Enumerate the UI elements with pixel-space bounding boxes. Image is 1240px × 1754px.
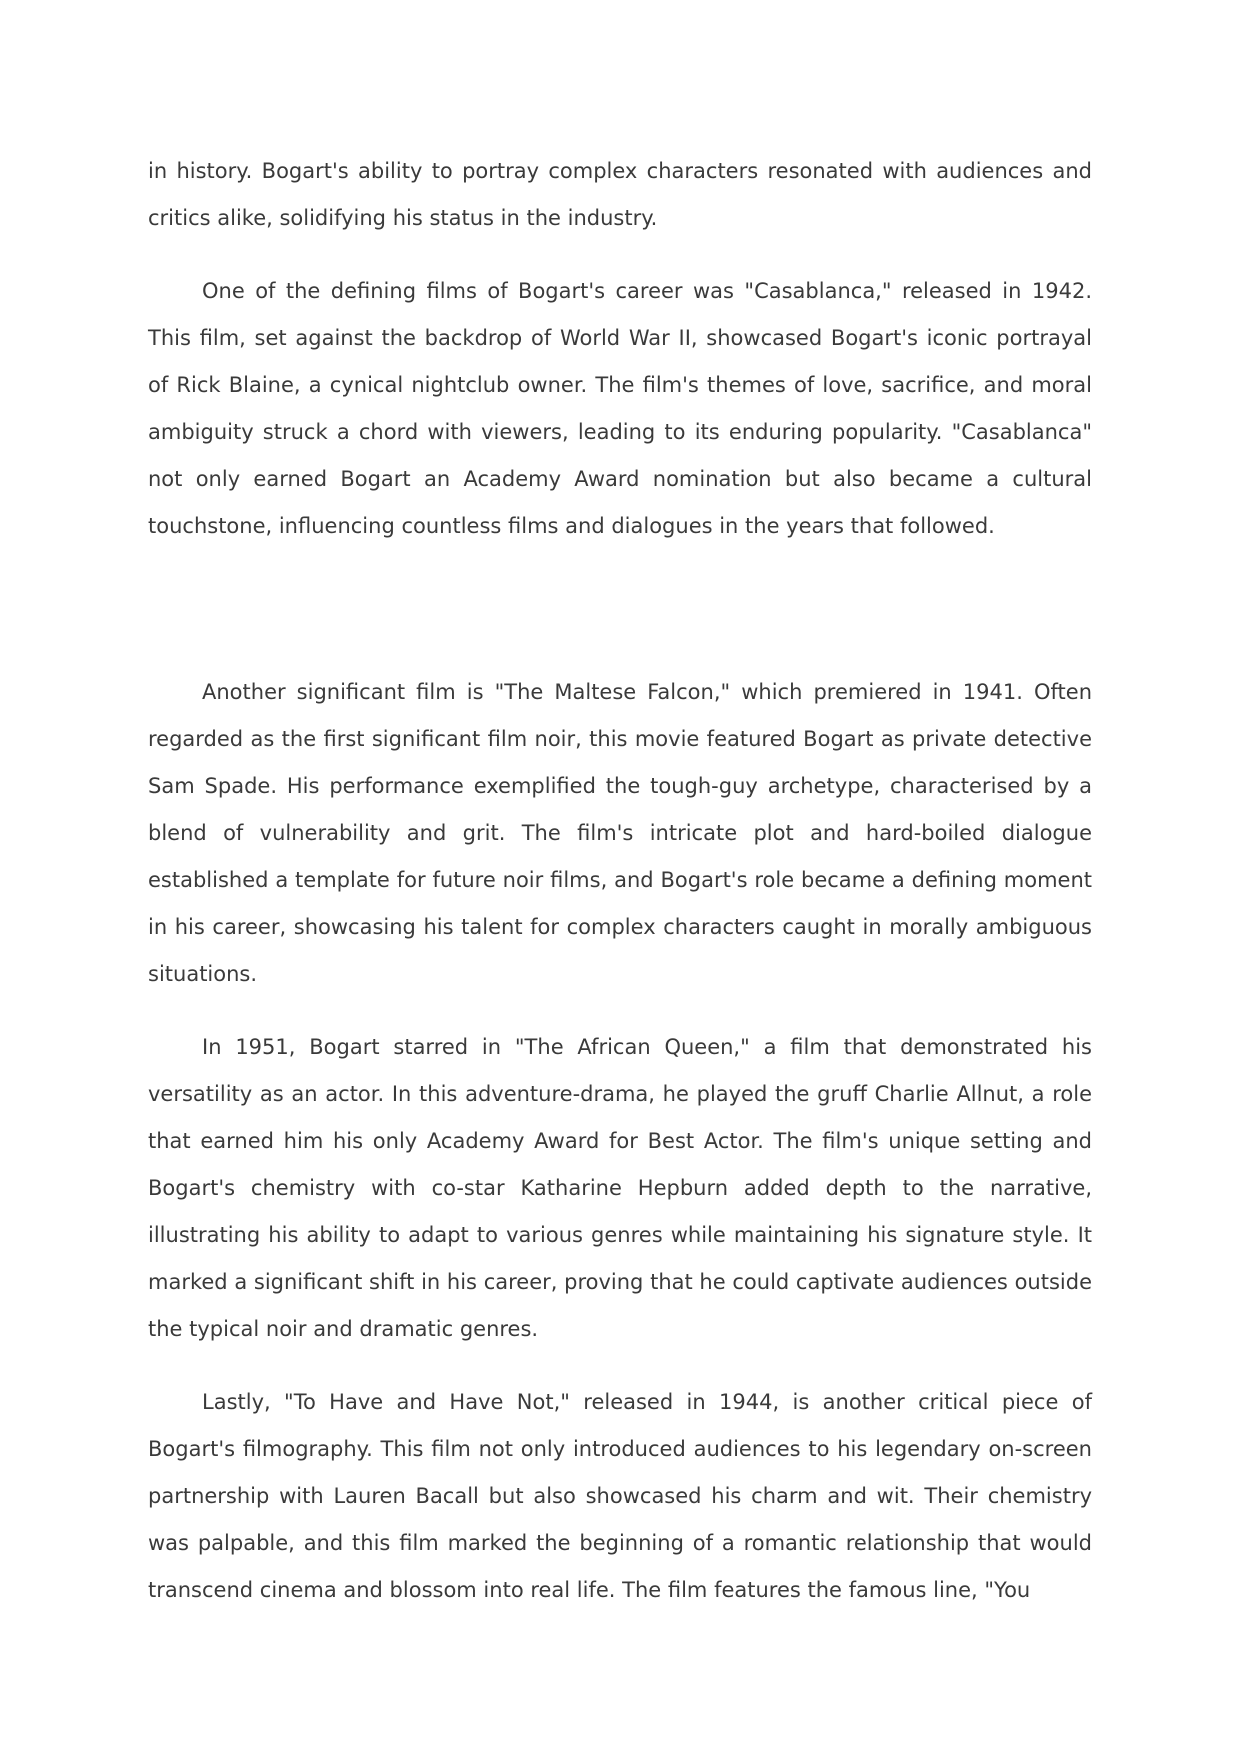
paragraph-casablanca: One of the defining films of Bogart's career was "Casablanca," released in 1942. This film, set against the backdrop of World War II, showcased Bogart's iconic portrayal of Rick Blaine, a cynical nightclub owner. The film's themes of love, sacrifice, and moral ambiguity struck a chord with viewers, leading to its enduring popularity. "Casablanca" not only earned Bogart an Academy Award nomination but also became a cultural touchstone, influencing countless films and dialogues in the years that followed. — [148, 279, 1092, 538]
paragraph-maltese-falcon: Another significant film is "The Maltese Falcon," which premiered in 1941. Often regarded as the first significant film noir, this movie featured Bogart as private detective Sam Spade. His performance exemplified the tough-guy archetype, characterised by a blend of vulnerability and grit. The film's intricate plot and hard-boiled dialogue established a template for future noir films, and Bogart's role became a defining moment in his career, showcasing his talent for complex characters caught in morally ambiguous situations. — [148, 680, 1092, 986]
section-spacer — [148, 576, 1092, 669]
paragraph-to-have-and-have-not: Lastly, "To Have and Have Not," released in 1944, is another critical piece of Bogart's filmography. This film not only introduced audiences to his legendary on-screen partnership with Lauren Bacall but also showcased his charm and wit. Their chemistry was palpable, and this film marked the beginning of a romantic relationship that would transcend cinema and blossom into real life. The film features the famous line, "You — [148, 1390, 1092, 1602]
paragraph-african-queen: In 1951, Bogart starred in "The African Queen," a film that demonstrated his versatility as an actor. In this adventure-drama, he played the gruff Charlie Allnut, a role that earned him his only Academy Award for Best Actor. The film's unique setting and Bogart's chemistry with co-star Katharine Hepburn added depth to the narrative, illustrating his ability to adapt to various genres while maintaining his signature style. It marked a significant shift in his career, proving that he could captivate audiences outside the typical noir and dramatic genres. — [148, 1035, 1092, 1341]
paragraph-history-continuation: in history. Bogart's ability to portray complex characters resonated with audiences and critics alike, solidifying his status in the industry. — [148, 159, 1092, 230]
document-body — [148, 148, 1092, 1614]
